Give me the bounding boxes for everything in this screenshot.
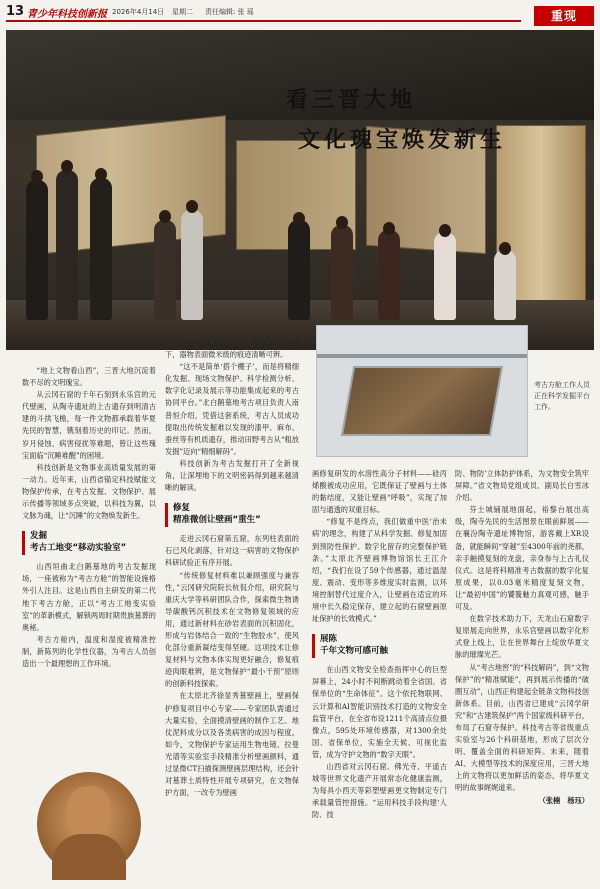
subheading-title: 千年文物可感可触 xyxy=(320,646,389,657)
header-rule xyxy=(6,20,521,22)
headline-line-1: 看三晋大地 xyxy=(286,87,417,113)
visitor-figure xyxy=(288,220,310,320)
visitor-head xyxy=(383,222,395,235)
visitor-figure xyxy=(434,232,456,320)
photo-caption: 考古方舱工作人员正在科学发掘平台工作。 xyxy=(534,381,590,411)
byline: （张楠 杨珏） xyxy=(538,795,589,805)
article-paragraph: 画修复研发的水溶性高分子材料——硅丙烯酸被成功应用，它既保证了壁画与土体的黏结度，又能让壁画“呼吸”，实现了加固与通透的双重目标。 xyxy=(312,469,447,515)
headline xyxy=(276,75,594,167)
visitor-head xyxy=(499,242,511,255)
article-paragraph: 科技创新为考古发掘打开了全新视角，让深埋地下的文明密码得到越来越清晰的解读。 xyxy=(165,458,299,493)
headline-line-2: 文化瑰宝焕发新生 xyxy=(298,127,507,153)
article-paragraph: 防、物防’立体防护体系，为文物安全筑牢屏障。”省文物局党组成员、副局长白雪冰介绍。 xyxy=(455,469,589,503)
article-paragraph: 在山西文物安全检查指挥中心的巨型屏幕上，24小时不间断跳动着全省国、省保单位的“生命体征”。这个依托物联网、云计算和AI智能识别技术打造的文物安全监管平台，在全省布设1211个高清点位摄像点，595处环境传感器，对1300余处国、省保单位，实施全天候、可视化监管，成为守护文物的“数字天眼”。 xyxy=(312,665,447,759)
editor-credit: 责任编辑: 张 瑶 xyxy=(205,8,254,16)
page-number: 13 xyxy=(6,4,25,19)
article-paragraph: 芬士城铺展地面起，裕黎台展出高级，陶寺先民的生活图景在眼前鲜展——在襄汾陶寺遗址博物馆，游客戴上XR设备，就能瞬间“穿越”至4300年前的尧都，亲手触摸复刻的龙盘，亲身参与上古礼仪仪式。这是将科精准考古数据的数字化复原成果，以0.03毫米精度复刻文物，让“最初中国”的饕餮魅力真观可感，触手可及。 xyxy=(455,505,589,612)
issue-weekday: 星期二 xyxy=(172,8,193,16)
visitor-head xyxy=(31,170,43,183)
visitor-head xyxy=(61,160,73,173)
subheading-exhibition xyxy=(312,633,447,657)
visitor-figure xyxy=(56,170,78,320)
visitor-figure xyxy=(26,180,48,320)
statue-face xyxy=(67,786,111,838)
visitor-figure xyxy=(378,230,400,320)
article-paragraph: 山西垣曲北白鹅墓地的考古发掘现场，一座被称为“考古方舱”的智能设施格外引人注目。这是山西自主研发的第二代地下考古方舱，正以“考古工地变实验室”的革新模式，解锁两周时期贵族墓葬的奥秘。 xyxy=(22,562,156,632)
subheading-tag: 修复 xyxy=(173,503,191,514)
buddha-statue-photo xyxy=(22,768,156,880)
excavation-cabin-photo xyxy=(316,325,528,457)
article-paragraph: 在数字技术助力下，天龙山石窟数字复原展走向世界，永乐宫壁画以数字化形式登上线上，让在世界舞台上绽放华夏文脉的璀璨光芒。 xyxy=(455,614,589,660)
article-paragraph: “修复不是终点，我们做重中医‘治未病’的理念，构建了从科学发掘、修复加固到预防性保护、数字化留存的完整保护链条。”太原北齐壁画博物馆馆长王江介绍，“我们在设了59个传感器，通过温湿度、震动、变形等多维度实时监测，以环境控制替代过度介入，让壁画在适宜的环境中长久稳定保存，建立起的石窟壁画原址保护的长效模式。” xyxy=(312,517,447,624)
article-paragraph: 走进云冈石窟第五窟，东列柱表面的石已风化剥落，针对这一病害的文物保护科研试验正有序开展。 xyxy=(165,534,299,568)
newspaper-name: 青少年科技创新报 xyxy=(27,9,107,20)
article-paragraph: “这不是简单‘搭个棚子’，而是将精细化发掘、现场文物保护、科学检测分析、数字化记录及展示等功能集成起来的考古协同平台。”北白鹅墓地考古项目负责人南普恒介绍，凭借这套系统，考古人员成功提取出传统发掘难以发现的漆甲、麻布、蚕丝等有机质遗存，推动田野考古从“粗放发掘”迈向“精细解码”。 xyxy=(165,362,299,456)
article-paragraph: “地上文物看山西”，三晋大地沉淀着数不尽的文明瑰宝。 xyxy=(22,366,156,388)
excavation-pit xyxy=(341,366,503,436)
cabin-rail xyxy=(317,354,527,358)
article-column-3 xyxy=(312,468,447,821)
statue-body xyxy=(52,834,126,880)
exhibition-hall-photo xyxy=(6,30,594,350)
subheading-tag: 展陈 xyxy=(320,634,338,645)
article-column-2 xyxy=(165,337,299,799)
article-paragraph: 考古方舱内，温度和湿度被精准控制，新陈列的化学性仪器，为考古人员创造出一个最理想的工作环境。 xyxy=(22,634,156,668)
article-paragraph: 山西省对云冈石窟、佛光寺、平遥古城等世界文化遗产开展常态化健康监测，为每具小西天等彩塑壁画更文物制定专门承载量管控措施。“运用科技手段构建‘人防、技 xyxy=(312,761,447,820)
subheading-tag: 发掘 xyxy=(30,531,48,542)
visitor-head xyxy=(95,168,107,181)
visitor-head xyxy=(439,224,451,237)
visitor-head xyxy=(186,200,198,213)
visitor-head xyxy=(159,210,171,223)
article-paragraph: 中窥格遭遗的风险；超景深显微镜下，器物表面微米级的痕迹清晰可辨。 xyxy=(165,338,299,360)
article-paragraph: 从云冈石窟的千年石刻到永乐宫的元代壁画，从陶寺遗址的上古遗存到明清古建的斗拱飞檐，每一件文物都承载着华夏先民的智慧，镌刻着历史的印记。然而，岁月侵蚀、病害侵扰等难题，曾让这些瑰宝面临“沉睡难醒”的困境。 xyxy=(22,390,156,460)
article-paragraph: 在太原北齐徐显秀墓壁画上，壁画保护修复项目中心专家——专家团队需通过大量实验，全面摸清壁画的制作工艺、地仗泥料成分以及各类病害的成因与程度。如今，文物保护专家运用生物电镜、拉曼光谱等实验室手段精准分析壁画颜料，通过显微CT扫描探测壁画层理结构，还会针对墓葬土质特性开展专项研究，在文物保护方面，一改专为壁画 xyxy=(165,691,299,798)
subheading-title: 考古工地变“移动实验室” xyxy=(30,543,127,554)
visitor-figure xyxy=(331,225,353,320)
article-paragraph: “传统修复材料难以兼顾强度与兼容性，”云冈研究院院长杭侃介绍，研究院与重庆大学等科研团队合作，探索微生物诱导碳酸钙沉积技术在文物修复领域的应用，通过新材料在砂岩表面的沉积固化，形成与岩体结合一致的“生物胶水”，使风化部分重新凝结变得坚硬。这项技术让修复材料与文物本体实现更好融合，修复痕迹肉眼难辨，是文物保护“最小干预”原则的创新科技探索。 xyxy=(165,570,299,689)
article-column-1 xyxy=(22,365,156,670)
visitor-head xyxy=(336,216,348,229)
article-column-4 xyxy=(455,468,589,807)
visitor-figure xyxy=(154,220,176,320)
issue-date: 2026年4月14日 xyxy=(112,8,165,16)
visitor-head xyxy=(293,212,305,225)
visitor-figure xyxy=(494,250,516,320)
article-paragraph: 从“考古地窖”的“科技解码”，到“文物保护”的“精准赋能”，再到展示传播的“破圈互动”，山西正构建起全链条文物科技创新体系。目前，山西省已建成“云冈学研究”和“古建筑保护”两个国家级科研平台，布局了石窟寺保护、科技考古等省级重点实验室与26个科研基地，形成了层次分明、覆盖全面的科研矩阵。未来，随着AI、大模型等技术的深度应用，三晋大地上的文物将以更加鲜活的姿态，将华夏文明的故事娓娓道来。 xyxy=(455,662,589,793)
subheading-excavation xyxy=(22,530,156,554)
article-paragraph: 科技创新是文物事业高质量发展的第一动力。近年来，山西省锚定科技赋能文物保护传承，在考古发掘、文物保护、展示传播等领域多点突破，以科技为翼，以文脉为魂，让“沉睡”的文物焕发新生。 xyxy=(22,462,156,521)
subheading-restoration xyxy=(165,502,299,526)
visitor-figure xyxy=(90,178,112,320)
subheading-title: 精准微创让壁画“重生” xyxy=(173,515,261,526)
visitor-figure xyxy=(181,210,203,320)
page-header xyxy=(0,0,600,30)
section-tag: 重现 xyxy=(534,6,594,26)
